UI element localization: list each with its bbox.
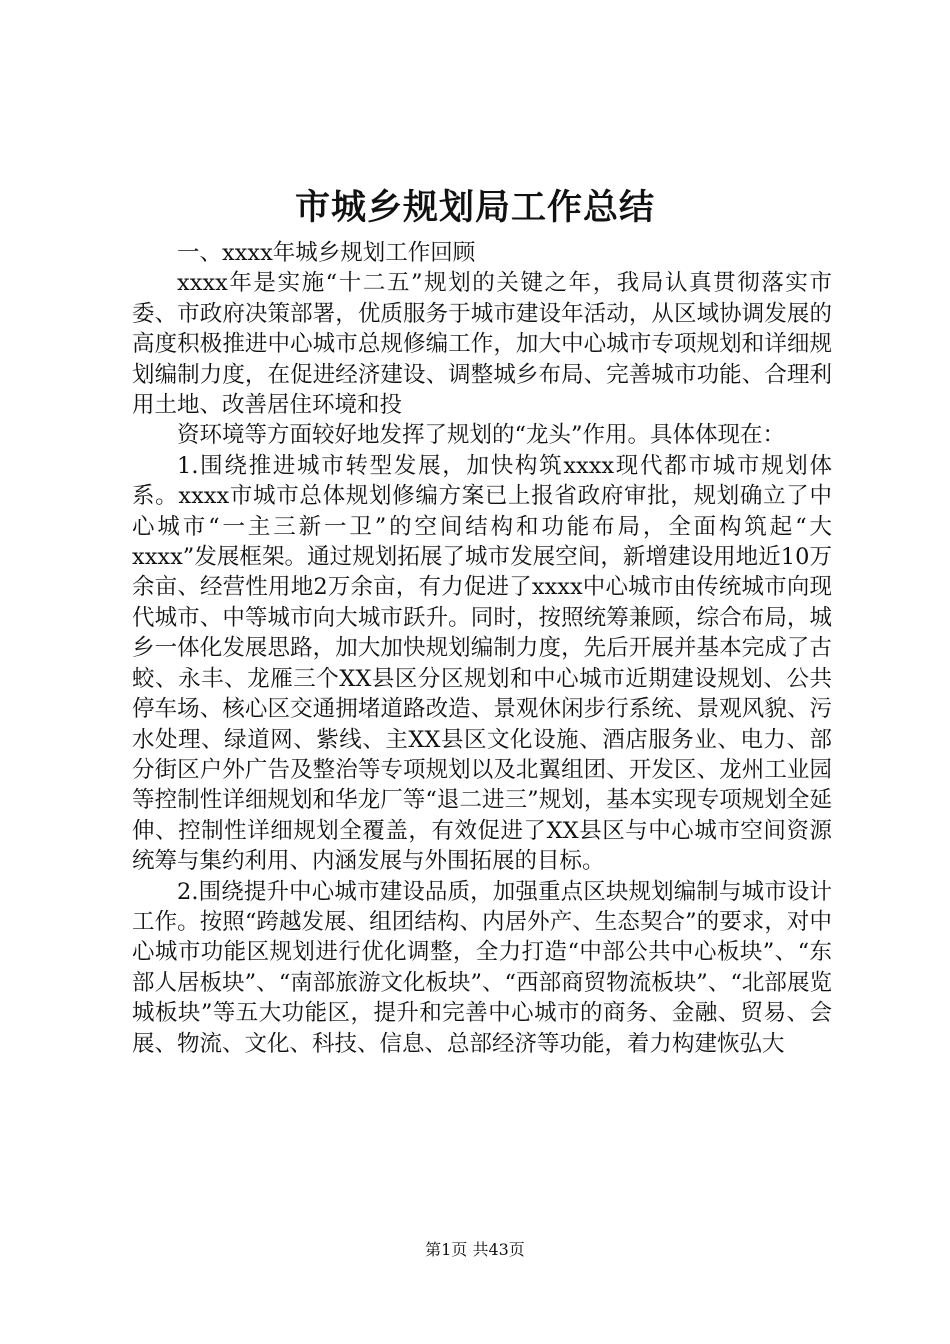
paragraph-item-1: 1.围绕推进城市转型发展，加快构筑xxxx现代都市城市规划体系。xxxx市城市总体规划修编方案已上报省政府审批，规划确立了中心城市“一主三新一卫”的空间结构和功能布局，全面构筑起“大xxxx”发展框架。通过规划拓展了城市发展空间，新增建设用地近10万余亩、经营性用地2万余亩，有力促进了xxxx中心城市由传统城市向现代城市、中等城市向大城市跃升。同时，按照统筹兼顾，综合布局，城乡一体化发展思路，加大加快规划编制力度，先后开展并基本完成了古蛟、永丰、龙雁三个XX县区分区规划和中心城市近期建设规划、公共停车场、核心区交通拥堵道路改造、景观休闲步行系统、景观风貌、污水处理、绿道网、紫线、主XX县区文化设施、酒店服务业、电力、部分街区户外广告及整治等专项规划以及北翼组团、开发区、龙州工业园等控制性详细规划和华龙厂等“退二进三”规划，基本实现专项规划全延伸、控制性详细规划全覆盖，有效促进了XX县区与中心城市空间资源统筹与集约利用、内涵发展与外围拓展的目标。 <box>132 452 832 875</box>
paragraph-intro: xxxx年是实施“十二五”规划的关键之年，我局认真贯彻落实市委、市政府决策部署，优质服务于城市建设年活动，从区域协调发展的高度积极推进中心城市总规修编工作，加大中心城市专项规划和详细规划编制力度，在促进经济建设、调整城乡布局、完善城市功能、合理利用土地、改善居住环境和投 <box>132 270 832 419</box>
paragraph-intro-continued: 资环境等方面较好地发挥了规划的“龙头”作用。具体体现在： <box>177 422 786 449</box>
page-footer: 第1页 共43页 <box>425 1240 525 1259</box>
document-body <box>132 238 832 1059</box>
paragraph-item-2: 2.围绕提升中心城市建设品质，加强重点区块规划编制与城市设计工作。按照“跨越发展、组团结构、内居外产、生态契合”的要求，对中心城市功能区规划进行优化调整，全力打造“中部公共中心板块”、“东部人居板块”、“南部旅游文化板块”、“西部商贸物流板块”、“北部展览城板块”等五大功能区，提升和完善中心城市的商务、金融、贸易、会展、物流、文化、科技、信息、总部经济等功能，着力构建恢弘大 <box>132 878 832 1057</box>
document-title: 市城乡规划局工作总结 <box>294 187 655 228</box>
section-heading: 一、xxxx年城乡规划工作回顾 <box>177 240 476 266</box>
